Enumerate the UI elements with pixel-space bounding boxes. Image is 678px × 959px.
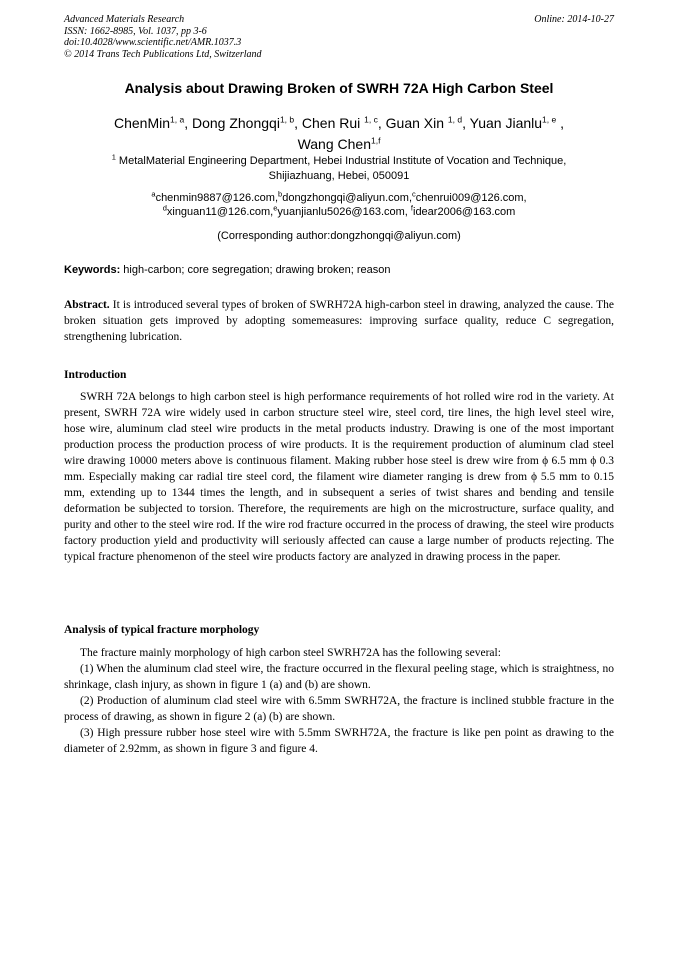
paper-title: Analysis about Drawing Broken of SWRH 72A High Carbon Steel (124, 80, 554, 96)
email-mark: e (273, 203, 278, 213)
author-separator: , (462, 115, 470, 131)
affiliation-mark: 1 (111, 152, 116, 162)
abstract-label: Abstract. (64, 299, 110, 311)
copyright-line: © 2014 Trans Tech Publications Ltd, Switzerland (64, 48, 262, 60)
author-separator: , (556, 115, 565, 131)
section-heading-introduction: Introduction (64, 369, 127, 381)
email-link[interactable]: chenmin9887@126.com, (155, 192, 279, 204)
email-mark: f (410, 203, 413, 213)
author-affiliation-mark: 1, b (279, 114, 295, 125)
email-mark: d (162, 203, 167, 213)
affiliation-line-2: Shijiazhuang, Hebei, 050091 (268, 169, 410, 182)
analysis-paragraph: (1) When the aluminum clad steel wire, the fracture occurred in the flexural peeling stage, which is straightness, no shrinkage, clash injury, as shown in figure 1 (a) and (b) are shown. (64, 663, 614, 691)
email-link[interactable]: chenrui009@126.com, (415, 192, 527, 204)
abstract-text: It is introduced several types of broken of SWRH72A high-carbon steel in drawing, analyzed the cause. The broken situation gets improved by adopting somemeasures: improving surface quality, reduce C segregation, strengthening lubrication. (64, 299, 614, 343)
author-emails (40, 191, 638, 219)
issn-line: ISSN: 1662-8985, Vol. 1037, pp 3-6 (64, 25, 207, 37)
analysis-body (64, 645, 614, 757)
analysis-paragraph: (2) Production of aluminum clad steel wire with 6.5mm SWRH72A, the fracture is inclined stubble fracture in the process of drawing, as shown in figure 2 (a) (b) are shown. (64, 695, 614, 723)
author-affiliation-mark: 1, e (542, 114, 557, 125)
section-heading-analysis: Analysis of typical fracture morphology (64, 624, 260, 636)
online-date: Online: 2014-10-27 (534, 14, 614, 25)
email-mark: b (278, 189, 283, 199)
analysis-paragraph: (3) High pressure rubber hose steel wire with 5.5mm SWRH72A, the fracture is like pen point as drawing to the diameter of 2.92mm, as shown in figure 3 and figure 4. (64, 727, 614, 755)
journal-header (64, 14, 262, 60)
doi-line: doi:10.4028/www.scientific.net/AMR.1037.3 (64, 37, 242, 48)
author-separator: , (377, 115, 386, 131)
affiliation (40, 154, 638, 183)
analysis-paragraph: The fracture mainly morphology of high carbon steel SWRH72A has the following several: (80, 647, 501, 659)
email-link[interactable]: xinguan11@126.com, (166, 206, 274, 218)
author-name: ChenMin (113, 115, 171, 131)
affiliation-line-1: MetalMaterial Engineering Department, Hebei Industrial Institute of Vocation and Technique, (115, 155, 567, 167)
email-link[interactable]: yuanjianlu5026@163.com, (277, 206, 408, 218)
introduction-paragraph: SWRH 72A belongs to high carbon steel is high performance requirements of hot rolled wire rod in the variety. At present, SWRH 72A wire widely used in carbon structure steel wire, steel cord, tire lines, the high level steel wire, hose wire, aluminum clad steel wire products in the metal products industry. Drawing is one of the most important production process the production process of wire products. It is the requirement production of aluminum clad steel wire drawing 10000 meters above is continuous filament. Making rubber hose steel is drew wire from ϕ 6.5 mm ϕ 0.3 mm. Especially making car radial tire steel cord, the filament wire diameter ranging is drew from ϕ 5.5 mm to 0.15 mm, extending up to 1344 times the length, and in subsequent a series of twist shares and bending and tensile deformation be subjected to torsion. Therefore, the requirements are high on the microstructure, surface quality, and purity and other to the steel wire rod. If the wire rod fracture occurred in the process of drawing, the steel wire products factory production yield and productivity will seriously affected can cause a large number of products rejecting. The typical fracture phenomenon of the steel wire products factory are analyzed in drawing process in the paper. (64, 391, 614, 563)
email-mark: a (151, 189, 156, 199)
author-name: Wang Chen (297, 136, 371, 152)
author-affiliation-mark: 1, d (447, 114, 463, 125)
keywords-label: Keywords: (64, 264, 121, 276)
author-name: Guan Xin (385, 115, 448, 131)
author-name: Yuan Jianlu (469, 115, 543, 131)
keywords-text: high-carbon; core segregation; drawing broken; reason (120, 264, 391, 276)
keywords (64, 264, 614, 276)
author-list (40, 113, 638, 155)
corresponding-author: (Corresponding author:dongzhongqi@aliyun.com) (217, 230, 461, 242)
author-name: Chen Rui (301, 115, 365, 131)
email-mark: c (412, 189, 416, 199)
author-affiliation-mark: 1,f (370, 135, 381, 146)
abstract (64, 297, 614, 345)
author-name: Dong Zhongqi (191, 115, 280, 131)
author-separator: , (294, 115, 302, 131)
author-separator: , (184, 115, 192, 131)
introduction-body (64, 389, 614, 565)
email-link[interactable]: idear2006@163.com (413, 206, 516, 218)
author-affiliation-mark: 1, a (170, 114, 185, 125)
email-link[interactable]: dongzhongqi@aliyun.com, (282, 192, 413, 204)
journal-name: Advanced Materials Research (64, 14, 185, 25)
author-affiliation-mark: 1, c (364, 114, 378, 125)
